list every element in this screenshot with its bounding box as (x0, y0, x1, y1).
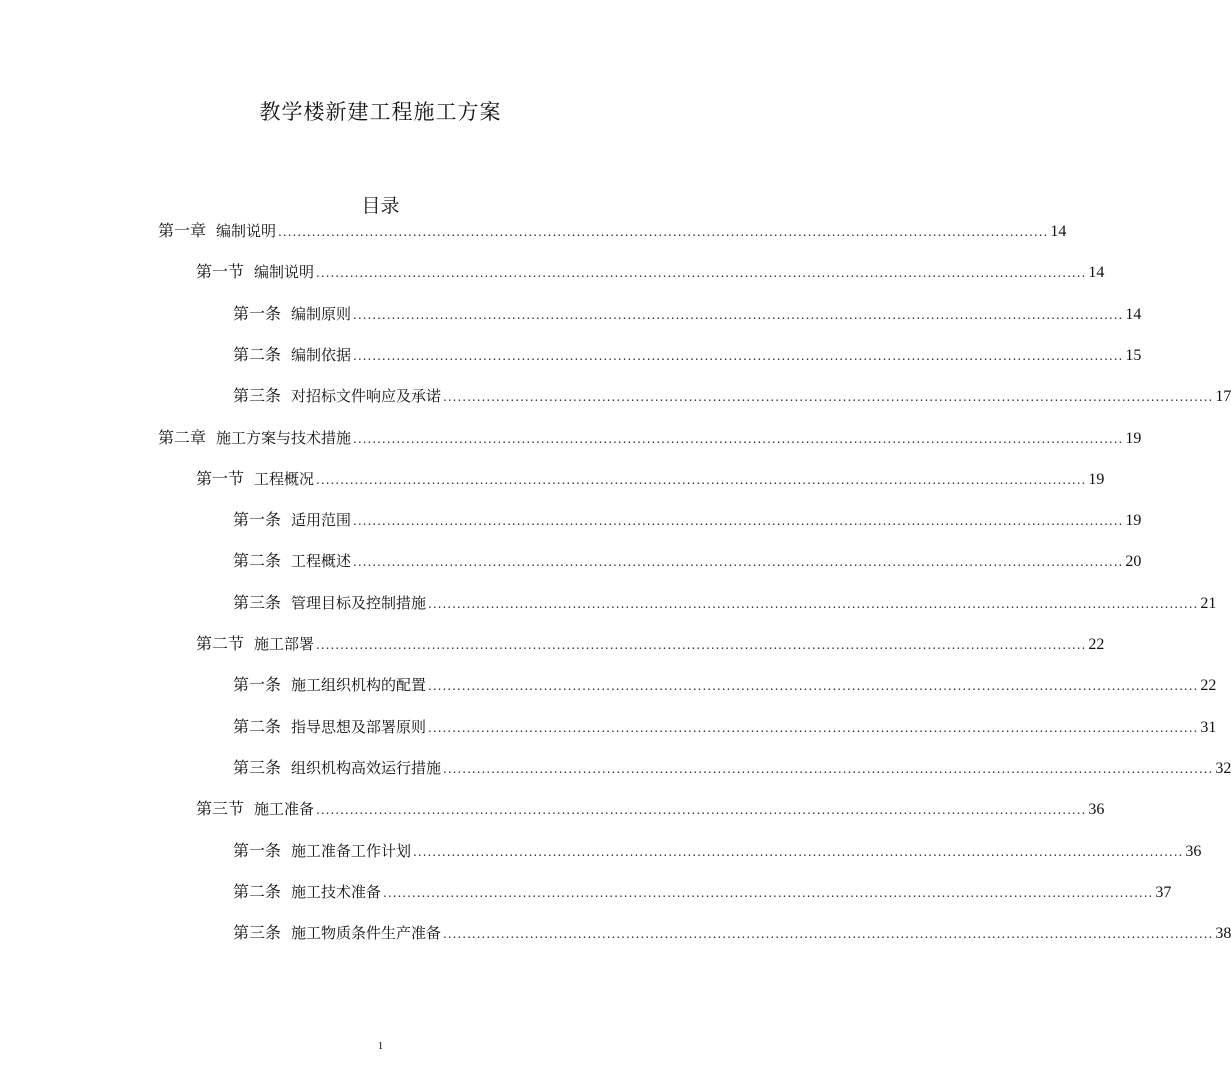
toc-entry-page: 31 (1200, 719, 1217, 736)
toc-entry-title: 施工组织机构的配置 (291, 676, 427, 694)
toc-entry-label: 第二章 (158, 428, 207, 447)
toc-entry-label: 第三条 (233, 593, 282, 612)
toc-entry[interactable] (233, 344, 1142, 366)
toc-entry-page: 19 (1125, 512, 1142, 529)
toc-entry-label: 第一章 (158, 221, 207, 240)
toc-entry-label: 第一条 (233, 510, 282, 529)
toc-entry-title: 工程概况 (254, 470, 315, 488)
toc-entry-label: 第一节 (196, 469, 245, 488)
toc-dot-leader: ................................................................................................................................................................ (353, 349, 1124, 363)
toc-entry-page: 15 (1125, 347, 1142, 364)
toc-entry[interactable] (233, 303, 1142, 325)
toc-entry[interactable] (233, 757, 1231, 779)
toc-dot-leader: ................................................................................................................................................................ (353, 555, 1124, 569)
toc-entry-label: 第三条 (233, 386, 282, 405)
toc-entry-title: 施工准备工作计划 (291, 842, 412, 860)
toc-entry-title: 施工方案与技术措施 (216, 429, 352, 447)
toc-entry[interactable] (158, 220, 1067, 242)
toc-entry-title: 施工部署 (254, 635, 315, 653)
toc-entry-title: 对招标文件响应及承诺 (291, 387, 442, 405)
toc-entry-page: 20 (1125, 553, 1142, 570)
toc-entry-page: 32 (1215, 760, 1231, 777)
toc-entry[interactable] (233, 385, 1231, 407)
toc-entry[interactable] (233, 592, 1217, 614)
toc-dot-leader: ................................................................................................................................................................ (353, 308, 1124, 322)
toc-entry-title: 编制原则 (291, 305, 352, 323)
toc-entry-title: 施工物质条件生产准备 (291, 924, 442, 942)
toc-entry-title: 适用范围 (291, 511, 352, 529)
toc-dot-leader: ................................................................................................................................................................ (383, 886, 1154, 900)
toc-dot-leader: ................................................................................................................................................................ (413, 845, 1184, 859)
toc-entry-page: 37 (1155, 884, 1172, 901)
toc-entry[interactable] (196, 633, 1105, 655)
toc-dot-leader: ................................................................................................................................................................ (316, 638, 1087, 652)
toc-entry-page: 36 (1088, 801, 1105, 818)
toc-entry-label: 第二条 (233, 345, 282, 364)
toc-entry-label: 第三条 (233, 923, 282, 942)
document-title: 教学楼新建工程施工方案 (259, 100, 502, 124)
toc-dot-leader: ................................................................................................................................................................ (353, 432, 1124, 446)
toc-entry[interactable] (158, 427, 1142, 449)
toc-dot-leader: ................................................................................................................................................................ (443, 762, 1214, 776)
toc-entry-label: 第一节 (196, 262, 245, 281)
toc-entry-page: 21 (1200, 595, 1217, 612)
toc-entry-title: 组织机构高效运行措施 (291, 759, 442, 777)
toc-entry[interactable] (196, 468, 1105, 490)
toc-entry[interactable] (233, 716, 1217, 738)
toc-entry-label: 第三节 (196, 799, 245, 818)
toc-dot-leader: ................................................................................................................................................................ (428, 721, 1199, 735)
toc-entry-label: 第二条 (233, 717, 282, 736)
toc-entry-label: 第二条 (233, 551, 282, 570)
toc-entry-page: 19 (1088, 471, 1105, 488)
toc-entry[interactable] (233, 840, 1202, 862)
toc-dot-leader: ................................................................................................................................................................ (316, 803, 1087, 817)
toc-entry-label: 第三条 (233, 758, 282, 777)
toc-entry[interactable] (233, 674, 1217, 696)
toc-dot-leader: ................................................................................................................................................................ (443, 927, 1214, 941)
toc-dot-leader: ................................................................................................................................................................ (428, 597, 1199, 611)
page-number: 1 (377, 1040, 384, 1052)
toc-entry-title: 编制说明 (216, 222, 277, 240)
toc-entry-title: 指导思想及部署原则 (291, 718, 427, 736)
toc-dot-leader: ................................................................................................................................................................ (428, 679, 1199, 693)
toc-entry-page: 36 (1185, 843, 1202, 860)
toc-entry-title: 管理目标及控制措施 (291, 594, 427, 612)
toc-entry-label: 第二条 (233, 882, 282, 901)
toc-entry-page: 22 (1200, 677, 1217, 694)
toc-entry-title: 工程概述 (291, 552, 352, 570)
toc-entry-page: 14 (1125, 306, 1142, 323)
toc-entry-title: 编制说明 (254, 263, 315, 281)
toc-heading: 目录 (361, 195, 400, 217)
toc-entry-page: 38 (1215, 925, 1231, 942)
toc-entry[interactable] (196, 261, 1105, 283)
toc-entry-label: 第一条 (233, 841, 282, 860)
toc-entry[interactable] (233, 550, 1142, 572)
toc-dot-leader: ................................................................................................................................................................ (278, 225, 1049, 239)
toc-entry[interactable] (233, 509, 1142, 531)
toc-entry[interactable] (233, 922, 1231, 944)
toc-dot-leader: ................................................................................................................................................................ (316, 266, 1087, 280)
toc-entry-page: 14 (1050, 223, 1067, 240)
toc-entry-title: 施工准备 (254, 800, 315, 818)
toc-entry[interactable] (196, 798, 1105, 820)
toc-entry-title: 施工技术准备 (291, 883, 382, 901)
toc-entry-title: 编制依据 (291, 346, 352, 364)
toc-entry[interactable] (233, 881, 1172, 903)
toc-dot-leader: ................................................................................................................................................................ (443, 390, 1214, 404)
toc-entry-label: 第一条 (233, 304, 282, 323)
toc-entry-page: 19 (1125, 430, 1142, 447)
toc-entry-page: 17 (1215, 388, 1231, 405)
toc-entry-page: 22 (1088, 636, 1105, 653)
toc-entry-label: 第一条 (233, 675, 282, 694)
toc-entry-label: 第二节 (196, 634, 245, 653)
toc-entry-page: 14 (1088, 264, 1105, 281)
toc-dot-leader: ................................................................................................................................................................ (353, 514, 1124, 528)
toc-dot-leader: ................................................................................................................................................................ (316, 473, 1087, 487)
